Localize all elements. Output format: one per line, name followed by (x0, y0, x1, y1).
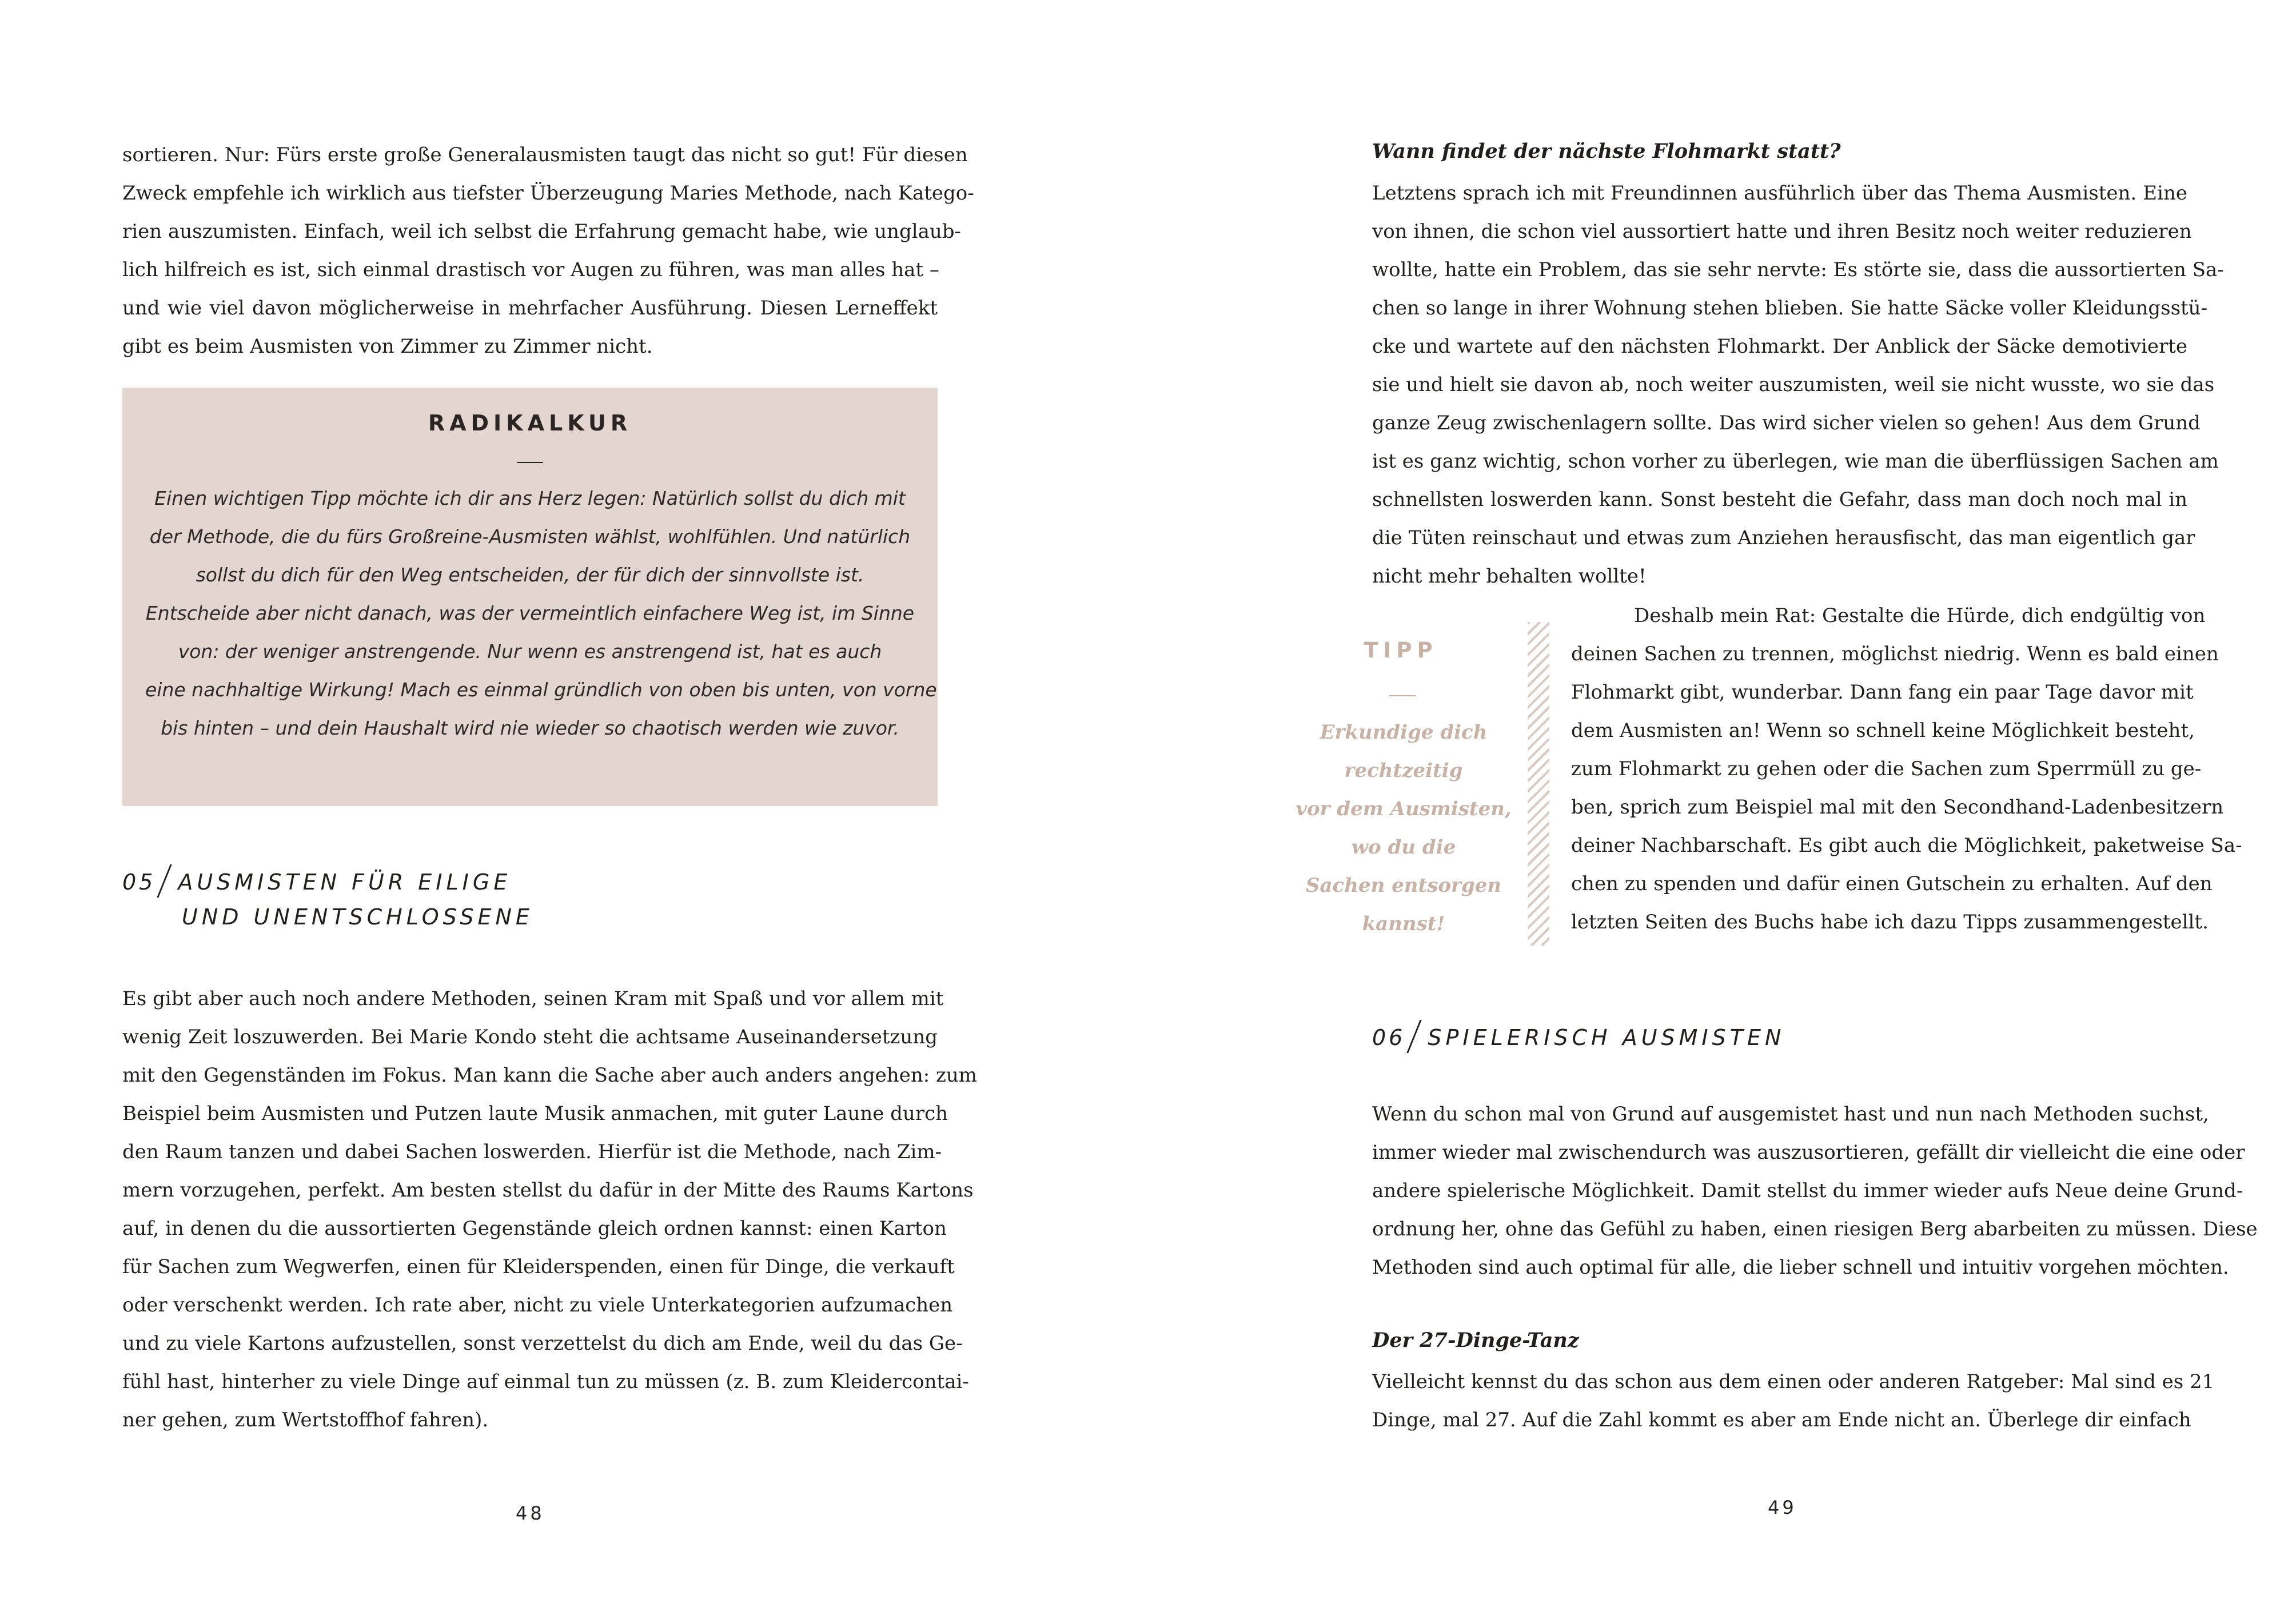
right-paragraph-3 (1372, 1095, 2258, 1287)
right-paragraph-2 (1571, 597, 2242, 942)
text-line: sortieren. Nur: Fürs erste große Generalausmisten taugt das nicht so gut! Für diesen (122, 143, 968, 166)
tipp-line: rechtzeitig (1344, 759, 1463, 782)
slash-divider (157, 864, 172, 898)
tipp-line: Sachen entsorgen (1305, 874, 1502, 897)
text-line: deiner Nachbarschaft. Es gibt auch die Möglichkeit, paketweise Sa- (1571, 834, 2242, 857)
tipp-line: vor dem Ausmisten, (1296, 797, 1512, 820)
tipp-text (1283, 713, 1524, 943)
text-line: und zu viele Kartons aufzustellen, sonst verzettelst du dich am Ende, weil du das Ge- (122, 1332, 963, 1355)
text-line: nicht mehr behalten wollte! (1372, 565, 1647, 588)
tipp-line: wo du die (1351, 836, 1456, 859)
text-line: sie und hielt sie davon ab, noch weiter auszumisten, weil sie nicht wusste, wo sie das (1372, 373, 2215, 396)
section-number: 05 (122, 870, 156, 895)
tipp-line: kannst! (1362, 912, 1445, 935)
text-line: Flohmarkt gibt, wunderbar. Dann fang ein paar Tage davor mit (1571, 681, 2194, 704)
text-line: Beispiel beim Ausmisten und Putzen laute Musik anmachen, mit guter Laune durch (122, 1102, 948, 1125)
text-line: ist es ganz wichtig, schon vorher zu überlegen, wie man die überflüssigen Sachen am (1372, 450, 2219, 473)
text-line: von ihnen, die schon viel aussortiert hatte und ihren Besitz noch weiter reduzieren (1372, 220, 2192, 243)
section-title-line1: AUSMISTEN FÜR EILIGE (178, 870, 512, 895)
text-line: Deshalb mein Rat: Gestalte die Hürde, dich endgültig von (1634, 604, 2206, 627)
text-line: wenig Zeit loszuwerden. Bei Marie Kondo steht die achtsame Auseinandersetzung (122, 1026, 938, 1048)
text-line: ner gehen, zum Wertstoffhof fahren). (122, 1409, 489, 1431)
text-line: ben, sprich zum Beispiel mal mit den Secondhand-Ladenbesitzern (1571, 796, 2224, 819)
text-line: Dinge, mal 27. Auf die Zahl kommt es aber am Ende nicht an. Überlege dir einfach (1372, 1409, 2191, 1431)
section-heading-06 (1372, 1020, 1785, 1053)
text-line: andere spielerische Möglichkeit. Damit stellst du immer wieder aufs Neue deine Grund- (1372, 1179, 2243, 1202)
page-number-left: 48 (516, 1502, 545, 1524)
subhead-27-dinge: Der 27-Dinge-Tanz (1372, 1329, 1579, 1352)
text-line: cke und wartete auf den nächsten Flohmarkt. Der Anblick der Säcke demotivierte (1372, 335, 2187, 358)
text-line: schnellsten loswerden kann. Sonst besteht die Gefahr, dass man doch noch mal in (1372, 488, 2187, 511)
text-line: mern vorzugehen, perfekt. Am besten stellst du dafür in der Mitte des Raums Kartons (122, 1179, 974, 1202)
section-title-line1: SPIELERISCH AUSMISTEN (1428, 1025, 1785, 1050)
text-line: auf, in denen du die aussortierten Gegenstände gleich ordnen kannst: einen Karton (122, 1217, 947, 1240)
tipp-label: TIPP (1364, 638, 1438, 663)
text-line: letzten Seiten des Buchs habe ich dazu Tipps zusammengestellt. (1571, 911, 2209, 934)
text-line: zum Flohmarkt zu gehen oder die Sachen zum Sperrmüll zu ge- (1571, 757, 2202, 780)
text-line: Zweck empfehle ich wirklich aus tiefster Überzeugung Maries Methode, nach Katego- (122, 182, 974, 205)
radikalkur-box (122, 388, 938, 806)
box-line: von: der weniger anstrengende. Nur wenn es anstrengend ist, hat es auch (178, 640, 882, 663)
text-line: gibt es beim Ausmisten von Zimmer zu Zimmer nicht. (122, 335, 653, 358)
box-line: der Methode, die du fürs Großreine-Ausmisten wählst, wohlfühlen. Und natürlich (149, 525, 911, 548)
text-line: dem Ausmisten an! Wenn so schnell keine Möglichkeit besteht, (1571, 719, 2195, 742)
text-line: rien auszumisten. Einfach, weil ich selbst die Erfahrung gemacht habe, wie unglaub- (122, 220, 962, 243)
text-line: für Sachen zum Wegwerfen, einen für Kleiderspenden, einen für Dinge, die verkauft (122, 1255, 955, 1278)
text-line: oder verschenkt werden. Ich rate aber, nicht zu viele Unterkategorien aufzumachen (122, 1294, 953, 1317)
text-line: und wie viel davon möglicherweise in mehrfacher Ausführung. Diesen Lerneffekt (122, 297, 938, 320)
text-line: immer wieder mal zwischendurch was auszusortieren, gefällt dir vielleicht die eine oder (1372, 1141, 2245, 1164)
text-line: Es gibt aber auch noch andere Methoden, seinen Kram mit Spaß und vor allem mit (122, 987, 944, 1010)
box-title: RADIKALKUR (428, 410, 632, 436)
box-divider (517, 462, 543, 463)
text-line: ganze Zeug zwischenlagern sollte. Das wird sicher vielen so gehen! Aus dem Grund (1372, 412, 2201, 434)
text-line: Wenn du schon mal von Grund auf ausgemistet hast und nun nach Methoden suchst, (1372, 1103, 2209, 1126)
subhead-flohmarkt: Wann findet der nächste Flohmarkt statt? (1372, 139, 1841, 163)
text-line: deinen Sachen zu trennen, möglichst niedrig. Wenn es bald einen (1571, 643, 2219, 665)
section-title-line2: UND UNENTSCHLOSSENE (182, 904, 533, 930)
text-line: mit den Gegenständen im Fokus. Man kann die Sache aber auch anders angehen: zum (122, 1064, 978, 1087)
text-line: lich hilfreich es ist, sich einmal drastisch vor Augen zu führen, was man alles hat – (122, 258, 939, 281)
text-line: die Tüten reinschaut und etwas zum Anziehen herausfischt, das man eigentlich gar (1372, 527, 2195, 549)
text-line: fühl hast, hinterher zu viele Dinge auf einmal tun zu müssen (z. B. zum Kleidercontai- (122, 1370, 969, 1393)
hatch-divider (1528, 622, 1549, 946)
section-number: 06 (1372, 1025, 1406, 1050)
text-line: chen so lange in ihrer Wohnung stehen blieben. Sie hatte Säcke voller Kleidungsstü- (1372, 297, 2208, 320)
box-line: Einen wichtigen Tipp möchte ich dir ans Herz legen: Natürlich sollst du dich mit (154, 487, 906, 509)
text-line: Methoden sind auch optimal für alle, die lieber schnell und intuitiv vorgehen möchten. (1372, 1256, 2229, 1279)
left-paragraph-2 (122, 980, 978, 1439)
right-paragraph-1 (1372, 174, 2224, 596)
text-line: chen zu spenden und dafür einen Gutschein zu erhalten. Auf den (1571, 872, 2213, 895)
tipp-divider (1389, 695, 1416, 696)
box-line: sollst du dich für den Weg entscheiden, der für dich der sinnvollste ist. (196, 564, 864, 586)
right-paragraph-4 (1372, 1363, 2215, 1439)
box-line: eine nachhaltige Wirkung! Mach es einmal gründlich von oben bis unten, von vorne (145, 679, 937, 701)
box-line: Entscheide aber nicht danach, was der vermeintlich einfachere Weg ist, im Sinne (145, 602, 915, 624)
slash-divider (1407, 1020, 1422, 1053)
text-line: den Raum tanzen und dabei Sachen loswerden. Hierfür ist die Methode, nach Zim- (122, 1141, 942, 1163)
tipp-line: Erkundige dich (1320, 721, 1488, 744)
text-line: wollte, hatte ein Problem, das sie sehr nervte: Es störte sie, dass die aussortierten Sa- (1372, 258, 2224, 281)
box-line: bis hinten – und dein Haushalt wird nie wieder so chaotisch werden wie zuvor. (161, 717, 899, 739)
text-line: Vielleicht kennst du das schon aus dem einen oder anderen Ratgeber: Mal sind es 21 (1372, 1370, 2215, 1393)
text-line: ordnung her, ohne das Gefühl zu haben, einen riesigen Berg abarbeiten zu müssen. Diese (1372, 1218, 2258, 1241)
box-text (145, 479, 937, 747)
text-line: Letztens sprach ich mit Freundinnen ausführlich über das Thema Ausmisten. Eine (1372, 182, 2187, 205)
left-paragraph-1 (122, 136, 974, 366)
section-heading-05 (122, 864, 533, 930)
page-number-right: 49 (1768, 1497, 1797, 1518)
